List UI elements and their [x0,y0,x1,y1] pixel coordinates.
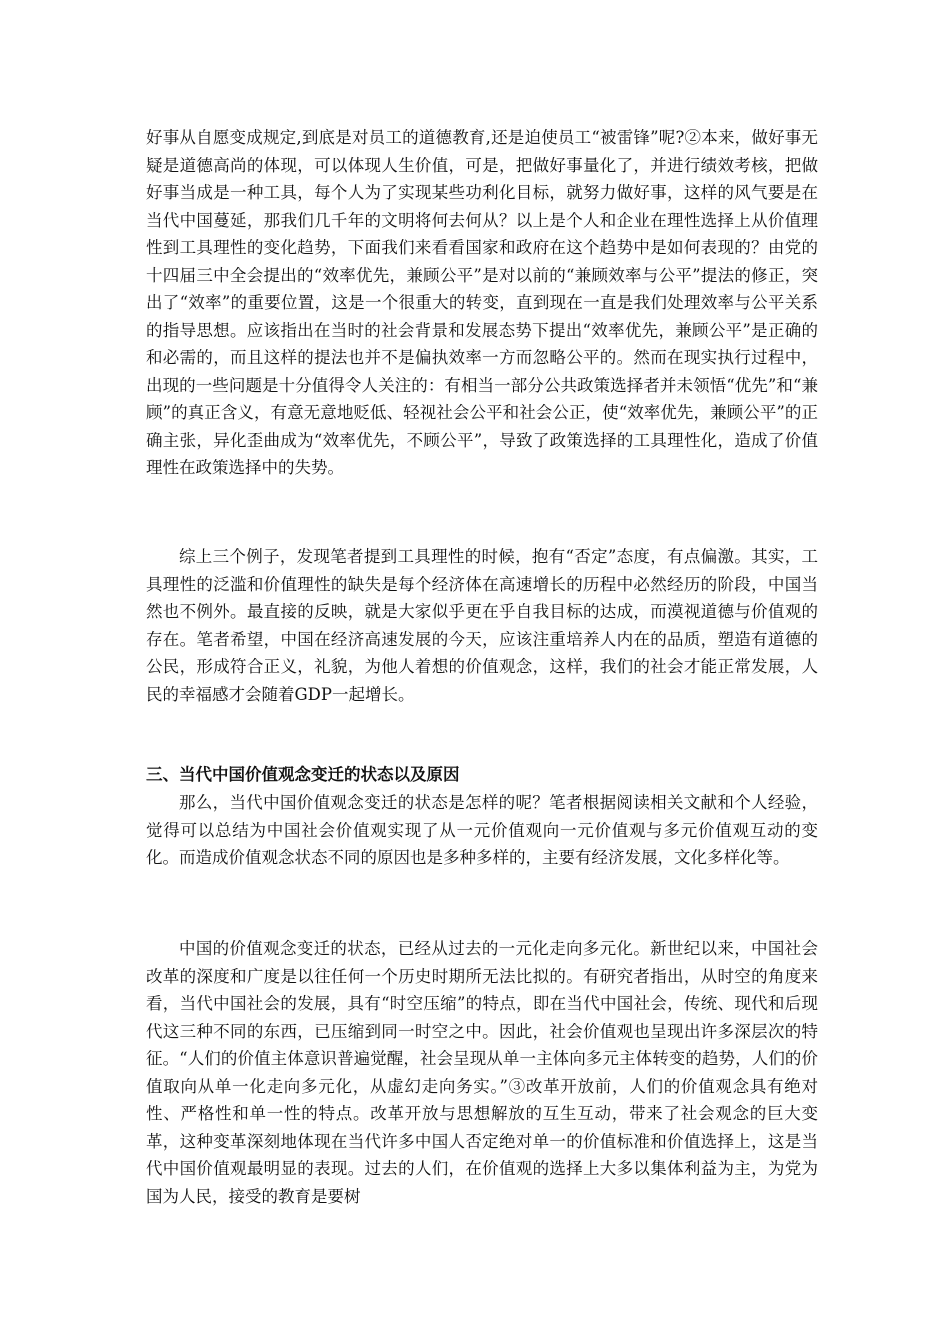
body-paragraph: 好事从自愿变成规定,到底是对员工的道德教育,还是迫使员工“被雷锋”呢?②本来，做好事无疑是道德高尚的体现，可以体现人生价值，可是，把做好事量化了，并进行绩效考核，把做好事当成是一种工具，每个人为了实现某些功利化目标，就努力做好事，这样的风气要是在当代中国蔓延，那我们几千年的文明将何去何从？以上是个人和企业在理性选择上从价值理性到工具理性的变化趋势，下面我们来看看国家和政府在这个趋势中是如何表现的？由党的十四届三中全会提出的“效率优先，兼顾公平”是对以前的“兼顾效率与公平”提法的修正，突出了“效率”的重要位置，这是一个很重大的转变，直到现在一直是我们处理效率与公平关系的指导思想。应该指出在当时的社会背景和发展态势下提出“效率优先，兼顾公平”是正确的和必需的，而且这样的提法也并不是偏执效率一方而忽略公平的。然而在现实执行过程中，出现的一些问题是十分值得令人关注的：有相当一部分公共政策选择者并未领悟“优先”和“兼顾”的真正含义，有意无意地贬低、轻视社会公平和社会公正，使“效率优先，兼顾公平”的正确主张，异化歪曲成为“效率优先，不顾公平”，导致了政策选择的工具理性化，造成了价值理性在政策选择中的失势。 [146,128,818,477]
body-paragraph: 中国的价值观念变迁的状态，已经从过去的一元化走向多元化。新世纪以来，中国社会改革的深度和广度是以往任何一个历史时期所无法比拟的。有研究者指出，从时空的角度来看，当代中国社会的发展，具有“时空压缩”的特点，即在当代中国社会，传统、现代和后现代这三种不同的东西，已压缩到同一时空之中。因此，社会价值观也呈现出许多深层次的特征。“人们的价值主体意识普遍觉醒，社会呈现从单一主体向多元主体转变的趋势，人们的价值取向从单一化走向多元化，从虚幻走向务实。”③改革开放前，人们的价值观念具有绝对性、严格性和单一性的特点。改革开放与思想解放的互生互动，带来了社会观念的巨大变革，这种变革深刻地体现在当代许多中国人否定绝对单一的价值标准和价值选择上，这是当代中国价值观最明显的表现。过去的人们，在价值观的选择上大多以集体利益为主，为党为国为人民，接受的教育是要树 [146,939,818,1206]
body-paragraph: 那么，当代中国价值观念变迁的状态是怎样的呢？笔者根据阅读相关文献和个人经验，觉得可以总结为中国社会价值观实现了从一元价值观向一元价值观与多元价值观互动的变化。而造成价值观念状态不同的原因也是多种多样的，主要有经济发展，文化多样化等。 [146,793,818,867]
section-heading: 三、当代中国价值观念变迁的状态以及原因 [146,765,460,784]
body-paragraph: 综上三个例子，发现笔者提到工具理性的时候，抱有“否定”态度，有点偏激。其实，工具理性的泛滥和价值理性的缺失是每个经济体在高速增长的历程中必然经历的阶段，中国当然也不例外。最直接的反映，就是大家似乎更在乎自我目标的达成，而漠视道德与价值观的存在。笔者希望，中国在经济高速发展的今天，应该注重培养人内在的品质，塑造有道德的公民，形成符合正义，礼貌，为他人着想的价值观念，这样，我们的社会才能正常发展，人民的幸福感才会随着GDP一起增长。 [146,547,818,704]
